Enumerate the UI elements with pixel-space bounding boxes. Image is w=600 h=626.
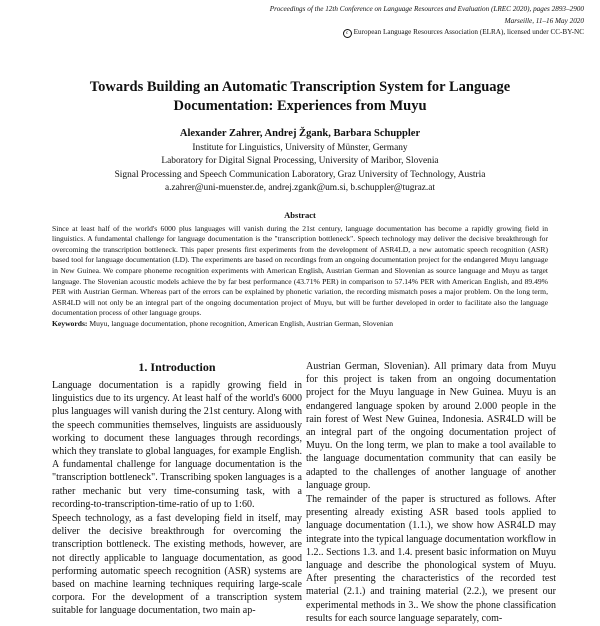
left-column (52, 360, 302, 619)
paragraph: The remainder of the paper is structured as follows. After presenting already existing ASR based tools applied to language documentation (1.1.), we show how ASR4LD may integrate into the typical language documentation workflow in 1.2.. Sections 1.3. and 1.4. present basic information on Muyu language and describe the phonological system of Muyu. After presenting the characteristics of the recorded test material (2.1.) and training material (2.2.), we present our experimental methods in 3.. We show the phone classification results for each source language separately, com- (306, 494, 556, 624)
paragraph: Language documentation is a rapidly growing field in linguistics due to its urgency. At least half of the world's 6000 plus languages will vanish during the 21st century. Along with the speech communities themselves, linguists are assiduously working to document these languages through recordings, which they translate to global languages, for example English. A fundamental challenge for language documentation is the "transcription bottleneck". Transcribing spoken languages is a rather mechanic but very time-consuming task, with a recording-to-transcription-time-ratio of up to 1:60. (52, 380, 302, 510)
right-column (306, 360, 556, 626)
keywords (52, 319, 548, 330)
paragraph: Austrian German, Slovenian). All primary data from Muyu for this project is taken from an ongoing documentation project for the Muyu language in New Guinea. Muyu is an endangered language spoken by around 2.000 people in the rain forest of West New Guinea, Indonesia. ASR4LD will be an integral part of the ongoing documentation project of Muyu. On the long term, we plan to make a tool available to the language documentation community that can easily be adapted to the challenges of another language of another language group. (306, 361, 556, 491)
paragraph: Speech technology, as a fast developing field in itself, may deliver the decisive breakthrough for overcoming the transcription bottleneck. The existing methods, however, are not directly applicable to language documentation, as good performing automatic speech recognition (ASR) systems are based on machine learning techniques requiring large-scale corpora. For the development of a transcription system suitable for language documentation, two main ap- (52, 513, 302, 617)
affiliation-3: Signal Processing and Speech Communication Laboratory, Graz University of Technology, Austria (114, 169, 486, 180)
keywords-label: Keywords: (52, 318, 88, 328)
proceedings-line: Proceedings of the 12th Conference on Language Resources and Evaluation (LREC 2020), pages 2893–2900 (269, 5, 584, 13)
license-line (224, 27, 584, 39)
keywords-text: Muyu, language documentation, phone recognition, American English, Austrian German, Slovenian (87, 318, 394, 328)
title-line-1: Towards Building an Automatic Transcription System for Language (89, 79, 511, 95)
affiliation-1: Institute for Linguistics, University of Münster, Germany (192, 142, 408, 153)
abstract-heading: Abstract (284, 210, 316, 220)
abstract-text: Since at least half of the world's 6000 plus languages will vanish during the 21st century, language documentation has become a rapidly growing field in linguistics. A fundamental challenge for language documentation is the "transcription bottleneck". Speech technology may deliver the decisive breakthrough for overcoming the transcription bottleneck. This paper presents first experiments from the development of ASR4LD, a new automatic speech recognition (ASR) based tool for language documentation (LD). The experiments are based on recordings from an ongoing documentation project for the endangered Muyu language in New Guinea. We compare phoneme recognition experiments with American English, Austrian German and Slovenian as source language and Muyu as target language. The Slovenian acoustic models achieve the by far best performance (43.71% PER) in comparison to 57.14% PER with American English, and 89.49% PER with Austrian German. Whereas part of the errors can be explained by phonetic variation, the recording mismatch poses a major problem. On the long term, ASR4LD will not only be an integral part of the ongoing documentation project of Muyu, but will be further developed in order to facilitate also the language documentation process of other language groups. (52, 223, 548, 318)
author-names: Alexander Zahrer, Andrej Žgank, Barbara Schuppler (179, 128, 421, 139)
paper-title (40, 78, 560, 116)
proceedings-header (224, 4, 584, 39)
license-text: European Language Resources Association (ELRA), licensed under CC-BY-NC (353, 28, 584, 36)
venue-line: Marseille, 11–16 May 2020 (504, 16, 584, 25)
author-emails: a.zahrer@uni-muenster.de, andrej.zgank@um.si, b.schuppler@tugraz.at (164, 183, 436, 193)
copyright-icon: c (343, 29, 352, 38)
affiliation-2: Laboratory for Digital Signal Processing, University of Maribor, Slovenia (161, 156, 439, 166)
section-heading-introduction: 1. Introduction (138, 360, 216, 374)
title-line-2: Documentation: Experiences from Muyu (173, 98, 427, 114)
abstract (52, 210, 548, 330)
author-block (20, 127, 580, 196)
